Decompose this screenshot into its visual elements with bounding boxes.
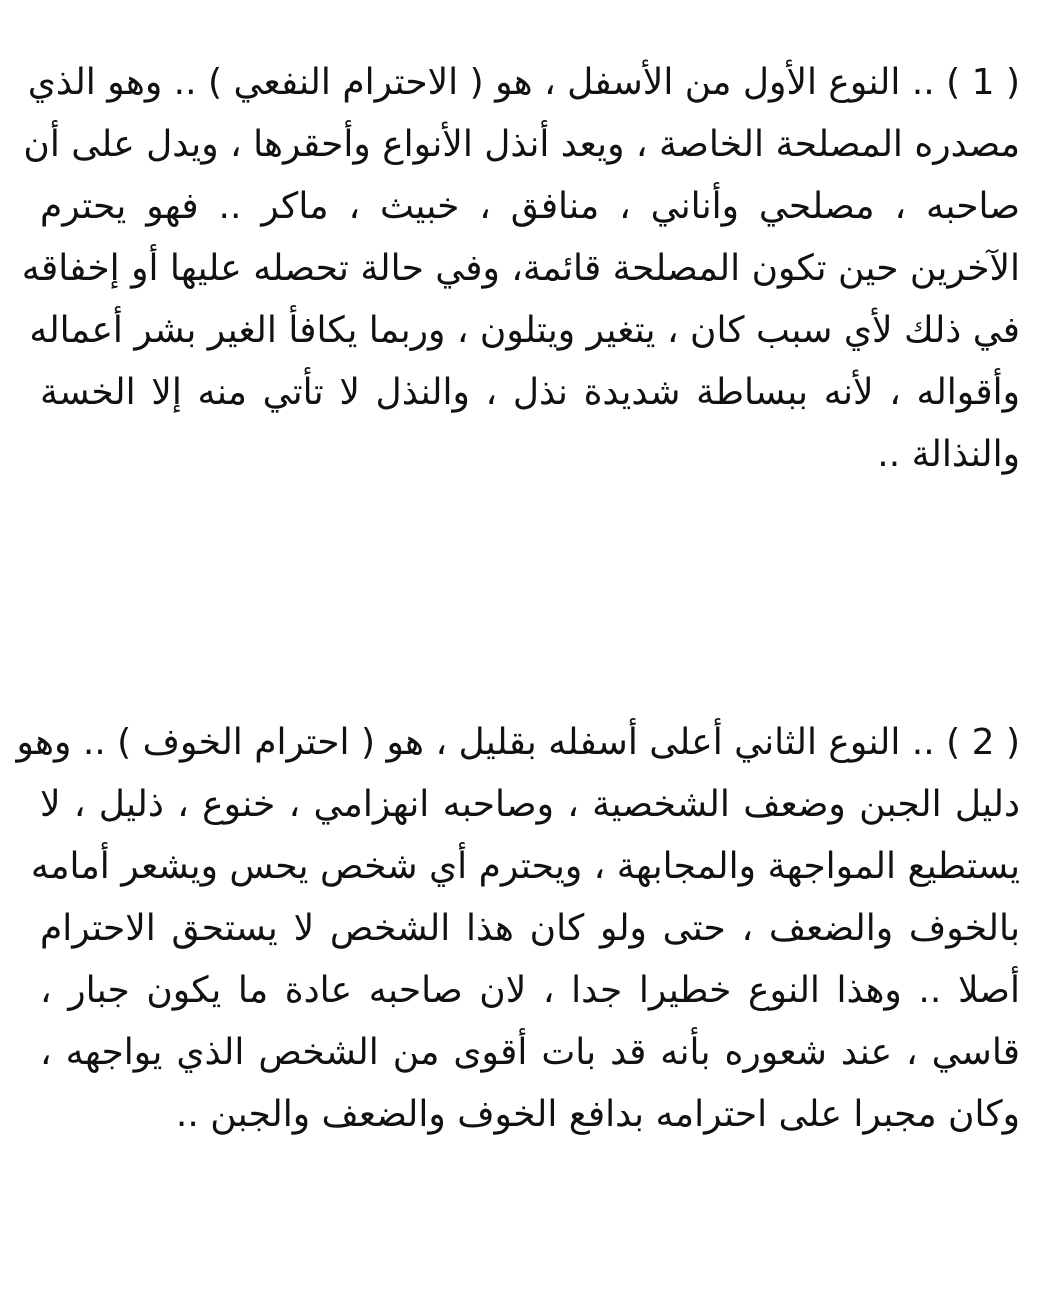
paragraph-type-1 (21, 52, 1020, 486)
paragraph-line: وأقواله ، لأنه ببساطة شديدة نذل ، والنذل لا تأتي منه إلا الخسة (40, 372, 1020, 413)
paragraph-line: أصلا .. وهذا النوع خطيرا جدا ، لان صاحبه عادة ما يكون جبار ، (40, 970, 1020, 1011)
paragraph-line: يستطيع المواجهة والمجابهة ، ويحترم أي شخص يحس ويشعر أمامه (30, 846, 1020, 887)
paragraph-line: الآخرين حين تكون المصلحة قائمة، وفي حالة تحصله عليها أو إخفاقه (21, 248, 1020, 289)
paragraph-line: دليل الجبن وضعف الشخصية ، وصاحبه انهزامي ، خنوع ، ذليل ، لا (40, 784, 1020, 825)
paragraph-line: والنذالة .. (877, 434, 1020, 475)
paragraph-line: قاسي ، عند شعوره بأنه قد بات أقوى من الشخص الذي يواجهه ، (40, 1032, 1020, 1073)
paragraph-line: وكان مجبرا على احترامه بدافع الخوف والضعف والجبن .. (175, 1094, 1020, 1135)
paragraph-line: بالخوف والضعف ، حتى ولو كان هذا الشخص لا يستحق الاحترام (40, 908, 1020, 949)
paragraph-line: ( 2 ) .. النوع الثاني أعلى أسفله بقليل ، هو ( احترام الخوف ) .. وهو (16, 722, 1020, 763)
paragraph-line: صاحبه ، مصلحي وأناني ، منافق ، خبيث ، ماكر .. فهو يحترم (40, 186, 1020, 227)
paragraph-line: ( 1 ) .. النوع الأول من الأسفل ، هو ( الاحترام النفعي ) .. وهو الذي (27, 62, 1020, 103)
paragraph-line: مصدره المصلحة الخاصة ، ويعد أنذل الأنواع وأحقرها ، ويدل على أن (23, 124, 1020, 165)
paragraph-type-2 (16, 712, 1020, 1146)
paragraph-line: في ذلك لأي سبب كان ، يتغير ويتلون ، وربما يكافأ الغير بشر أعماله (29, 310, 1020, 351)
